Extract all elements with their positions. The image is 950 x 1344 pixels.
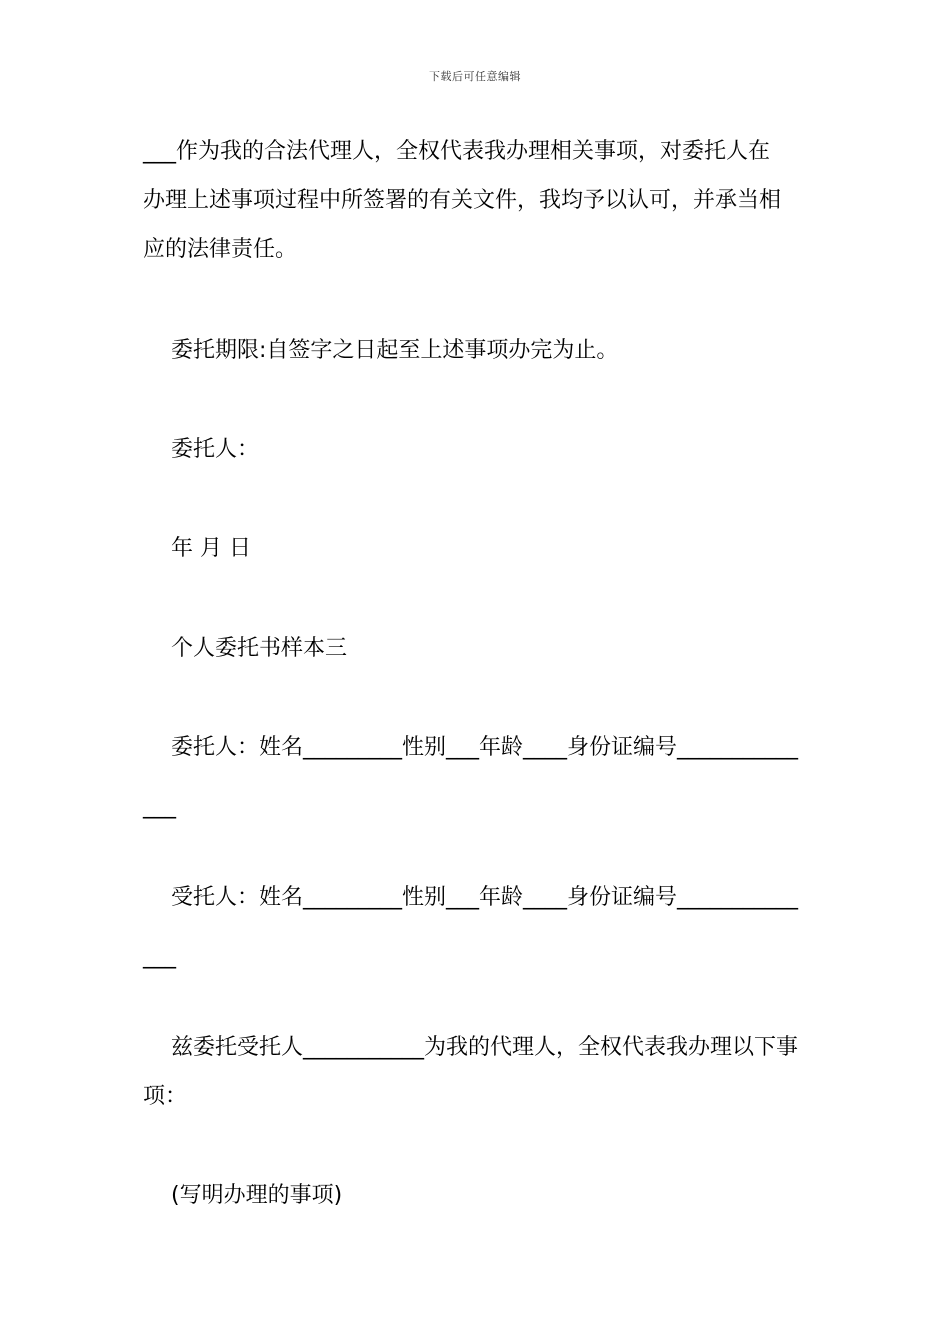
section-title: 个人委托书样本三 [171, 636, 348, 661]
agent-info-continuation: ___ [143, 944, 176, 969]
entrust-statement-line-2: 项： [143, 1084, 188, 1109]
page-header: 下载后可任意编辑 [429, 70, 521, 83]
entrust-statement-line-1: 兹委托受托人___________为我的代理人，全权代表我办理以下事 [171, 1035, 799, 1060]
paragraph-line-3: 应的法律责任。 [143, 237, 298, 262]
date-line: 年 月 日 [171, 536, 251, 561]
paragraph-line-1: ___作为我的合法代理人，全权代表我办理相关事项，对委托人在 [143, 139, 771, 164]
matters-placeholder: (写明办理的事项) [171, 1183, 343, 1208]
agent-info-line: 受托人：姓名_________性别___年龄____身份证编号___________ [171, 885, 799, 910]
principal-signature-label: 委托人： [171, 437, 260, 462]
principal-info-continuation: ___ [143, 794, 176, 819]
paragraph-line-2: 办理上述事项过程中所签署的有关文件，我均予以认可，并承当相 [143, 188, 782, 213]
entrust-period: 委托期限:自签字之日起至上述事项办完为止。 [171, 338, 619, 363]
principal-info-line: 委托人：姓名_________性别___年龄____身份证编号___________ [171, 735, 799, 760]
